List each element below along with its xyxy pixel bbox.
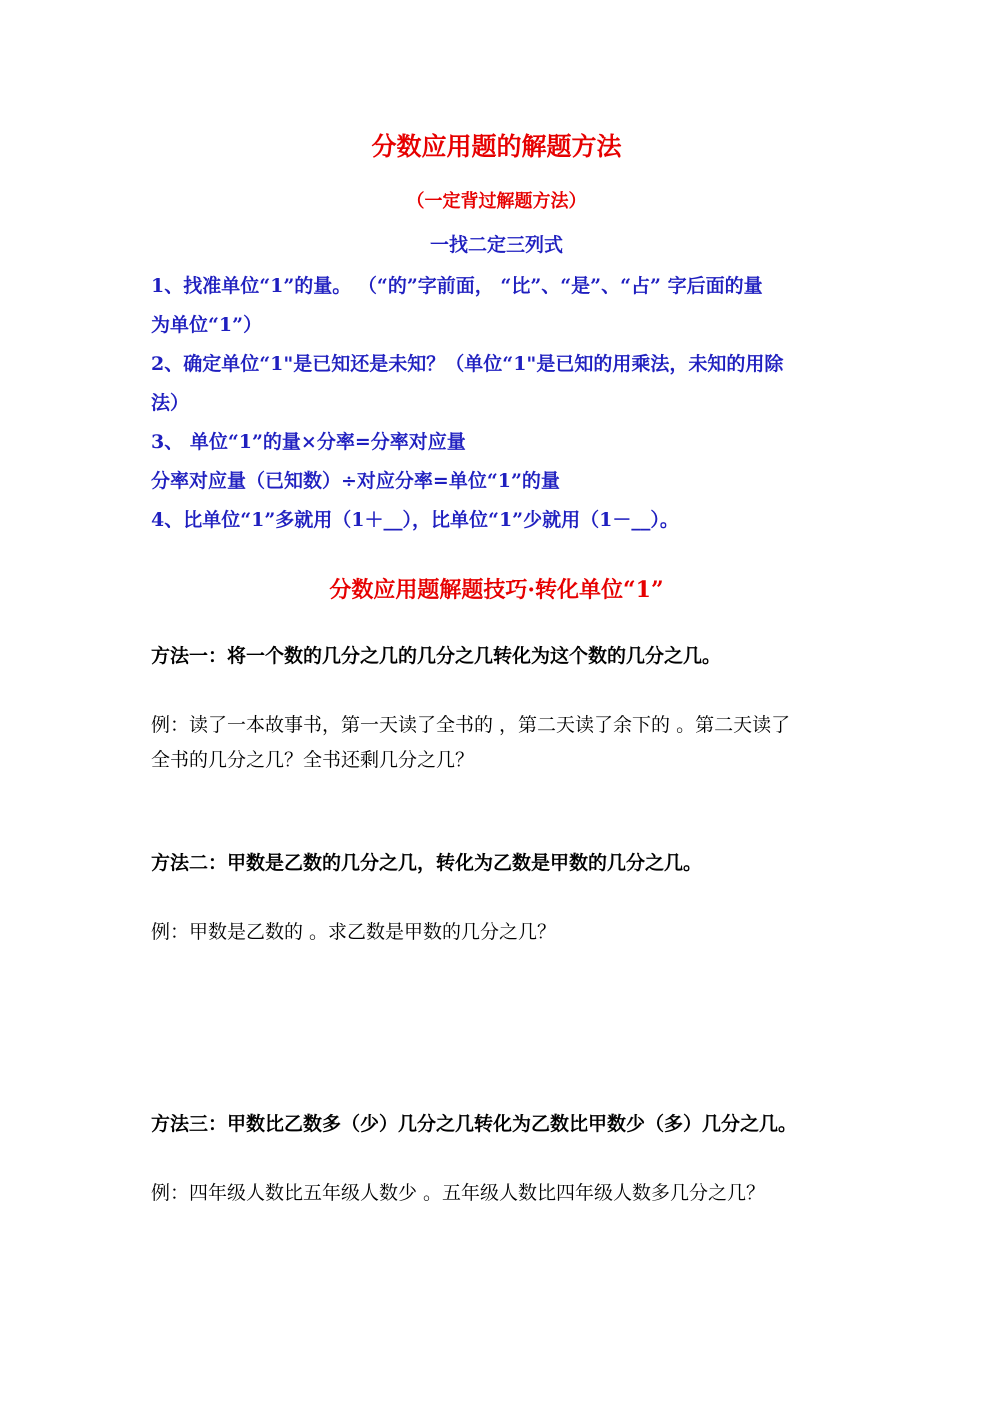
page-title: 分数应用题的解题方法 — [371, 132, 622, 161]
step-2-line-1: 2、确定单位“1"是已知还是未知？（单位“1"是已知的用乘法，未知的用除 — [151, 353, 784, 375]
method-2-title: 方法二：甲数是乙数的几分之几，转化为乙数是甲数的几分之几。 — [151, 852, 703, 874]
motto: 一找二定三列式 — [429, 234, 563, 256]
step-3-line-1: 3、 单位“1”的量×分率=分率对应量 — [151, 431, 466, 453]
step-3-line-2: 分率对应量（已知数）÷对应分率=单位“1”的量 — [151, 470, 560, 492]
method-2-example: 例：甲数是乙数的 。求乙数是甲数的几分之几？ — [151, 921, 557, 943]
method-1-example-line-1: 例：读了一本故事书，第一天读了全书的 ，第二天读了余下的 。第二天读了 — [151, 714, 791, 736]
step-1-line-1: 1、找准单位“1”的量。 （“的”字前面， “比”、“是”、“占” 字后面的量 — [151, 275, 763, 297]
method-3-title: 方法三：甲数比乙数多（少）几分之几转化为乙数比甲数少（多）几分之几。 — [151, 1113, 798, 1135]
method-1-example-line-2: 全书的几分之几？全书还剩几分之几？ — [151, 749, 475, 771]
step-2-line-2: 法） — [151, 392, 190, 414]
section-title: 分数应用题解题技巧·转化单位“1” — [329, 577, 664, 603]
step-1-line-2: 为单位“1”） — [151, 314, 263, 336]
step-4-line-1: 4、比单位“1”多就用（1＋__），比单位“1”少就用（1－__）。 — [151, 509, 679, 531]
page-subtitle: （一定背过解题方法） — [406, 191, 587, 212]
method-1-title: 方法一：将一个数的几分之几的几分之几转化为这个数的几分之几。 — [151, 645, 722, 667]
method-3-example: 例：四年级人数比五年级人数少 。五年级人数比四年级人数多几分之几？ — [151, 1182, 766, 1204]
